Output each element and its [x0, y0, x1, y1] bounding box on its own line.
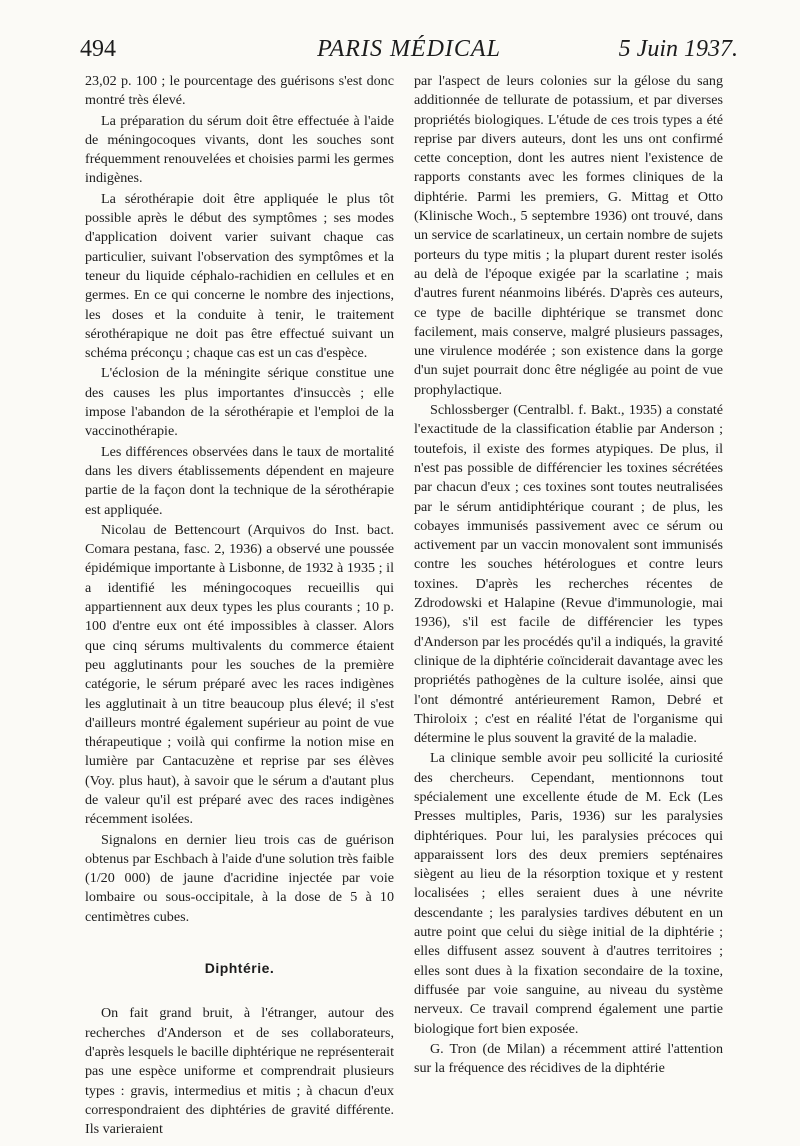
- paragraph: 23,02 p. 100 ; le pourcentage des guérisons s'est donc montré très élevé.: [85, 73, 394, 109]
- paragraph: Nicolau de Bettencourt (Arquivos do Inst. bact. Comara pestana, fasc. 2, 1936) a observé une poussée épidémique importante à Lisbonne, de 1932 à 1935 ; il a identifié les méningocoques recueillis qui appartiennent aux deux types les plus courants ; 10 p. 100 d'entre eux ont été impossibles à classer. Alors que cinq sérums multivalents du commerce étaient peu agglutinants pour les souches de la première catégorie, le sérum préparé avec les races indigènes les agglutinait à un titre beaucoup plus élevé; il s'est d'ailleurs montré également supérieur au point de vue thérapeutique ; voilà qui confirme la notion mise en lumière par Cantacuzène et reprise par ses élèves (Voy. plus haut), à savoir que le sérum a d'autant plus de valeur qu'il est préparé avec des races indigènes récemment isolées.: [85, 521, 394, 828]
- paragraph: Schlossberger (Centralbl. f. Bakt., 1935) a constaté l'exactitude de la classification établie par Anderson ; toutefois, il existe des formes atypiques. De plus, il n'est pas possible de différencier les toxines sécrétées par chacun d'eux ; ces toxines sont toutes neutralisées par le sérum antidiphtérique courant ; de plus, les cobayes immunisés passivement avec ce sérum ou activement par un vaccin monovalent sont immunisés contre les souches hétérologues et contre leurs toxines. D'après les recherches récentes de Zdrodowski et Halapine (Revue d'immunologie, mai 1936), s'il est facile de différencier les types d'Anderson par les procédés qu'il a indiqués, la gravité clinique de la diphtérie coïnciderait davantage avec les propriétés pathogènes de la culture isolée, ainsi que l'ont démontré antérieurement Ramon, Debré et Thiroloix ; c'est en réalité l'état de l'organisme qui détermine le plus souvent la gravité de la maladie.: [414, 402, 723, 747]
- paragraph: par l'aspect de leurs colonies sur la gélose du sang additionnée de tellurate de potassium, et par diverses propriétés biologiques. L'étude de ces trois types a été reprise par divers auteurs, dont les uns ont confirmé cette conception, dont les autres nient l'existence de rapports constants avec les formes cliniques de la diphtérie. Parmi les premiers, G. Mittag et Otto (Klinische Woch., 5 septembre 1936) ont trouvé, dans un service de scarlatineux, un certain nombre de sujets porteurs du type mitis ; la plupart durent rester isolés au delà de l'époque exigée par la scarlatine ; mais d'autres furent néanmoins libérés. D'après ces auteurs, ce type de bacille diphtérique se transmet donc facilement, mais conserve, malgré plusieurs passages, une virulence modérée ; son existence dans la gorge d'un sujet pourrait donc être négligée au point de vue prophylactique.: [414, 73, 723, 398]
- section-heading: Diphtérie.: [204, 960, 275, 977]
- paragraph: Signalons en dernier lieu trois cas de guérison obtenus par Eschbach à l'aide d'une solution très faible (1/20 000) de jaune d'acridine injectée par voie lombaire ou sous-occipitale, à la dose de 5 à 10 centimètres cubes.: [85, 831, 394, 925]
- paragraph: On fait grand bruit, à l'étranger, autour des recherches d'Anderson et de ses collaborateurs, d'après lesquels le bacille diphtérique ne représenterait pas une espèce uniforme et comprendrait plusieurs types : gravis, intermedius et mitis ; à chacun d'eux correspondraient des diphtéries de gravité différente. Ils varieraient: [85, 1005, 394, 1138]
- left-column: [85, 72, 394, 1139]
- paragraph: La clinique semble avoir peu sollicité la curiosité des chercheurs. Cependant, mentionnons tout spécialement une excellente étude de M. Eck (Les Presses multiples, Paris, 1936) sur les paralysies diphtériques. Pour lui, les paralysies précoces qui apparaissent lors des deux premiers septénaires siègent au lieu de la résorption toxique et y restent localisées ; elles seraient dues à une névrite descendante ; les paralysies tardives débutent en un autre point que celui du siège initial de la diphtérie ; elles diffusent assez souvent à d'autres territoires ; elles sont dues à la fixation secondaire de la toxine, diffusée par voie sanguine, au niveau du système nerveux. Ce travail comprend également une partie biologique fort bien exposée.: [414, 750, 723, 1037]
- issue-date: 5 Juin 1937.: [618, 36, 738, 62]
- page-header: [80, 36, 738, 76]
- paragraph: La préparation du sérum doit être effectuée à l'aide de méningocoques vivants, dont les souches sont fréquemment renouvelées et choisies parmi les germes indigènes.: [85, 112, 394, 187]
- right-column: [414, 72, 723, 1078]
- paragraph: L'éclosion de la méningite sérique constitue une des causes les plus importantes d'insuccès ; elle impose l'abandon de la sérothérapie et l'emploi de la vaccinothérapie.: [85, 365, 394, 440]
- journal-title: PARIS MÉDICAL: [317, 36, 501, 62]
- page-number: 494: [80, 36, 116, 62]
- paragraph: La sérothérapie doit être appliquée le plus tôt possible après le début des symptômes ; ses modes d'application doivent varier suivant chaque cas particulier, suivant l'observation des symptômes et la teneur du liquide céphalo-rachidien en cellules et en germes. En ce qui concerne le nombre des injections, les doses et la conduite à tenir, le traitement sérothérapique ne doit pas être effectué suivant un schéma préconçu ; chaque cas est un cas d'espèce.: [85, 190, 394, 362]
- paragraph: Les différences observées dans le taux de mortalité dans les divers établissements dépendent en majeure partie de la façon dont la technique de la sérothérapie est appliquée.: [85, 443, 394, 518]
- paragraph: G. Tron (de Milan) a récemment attiré l'attention sur la fréquence des récidives de la diphtérie: [414, 1040, 723, 1077]
